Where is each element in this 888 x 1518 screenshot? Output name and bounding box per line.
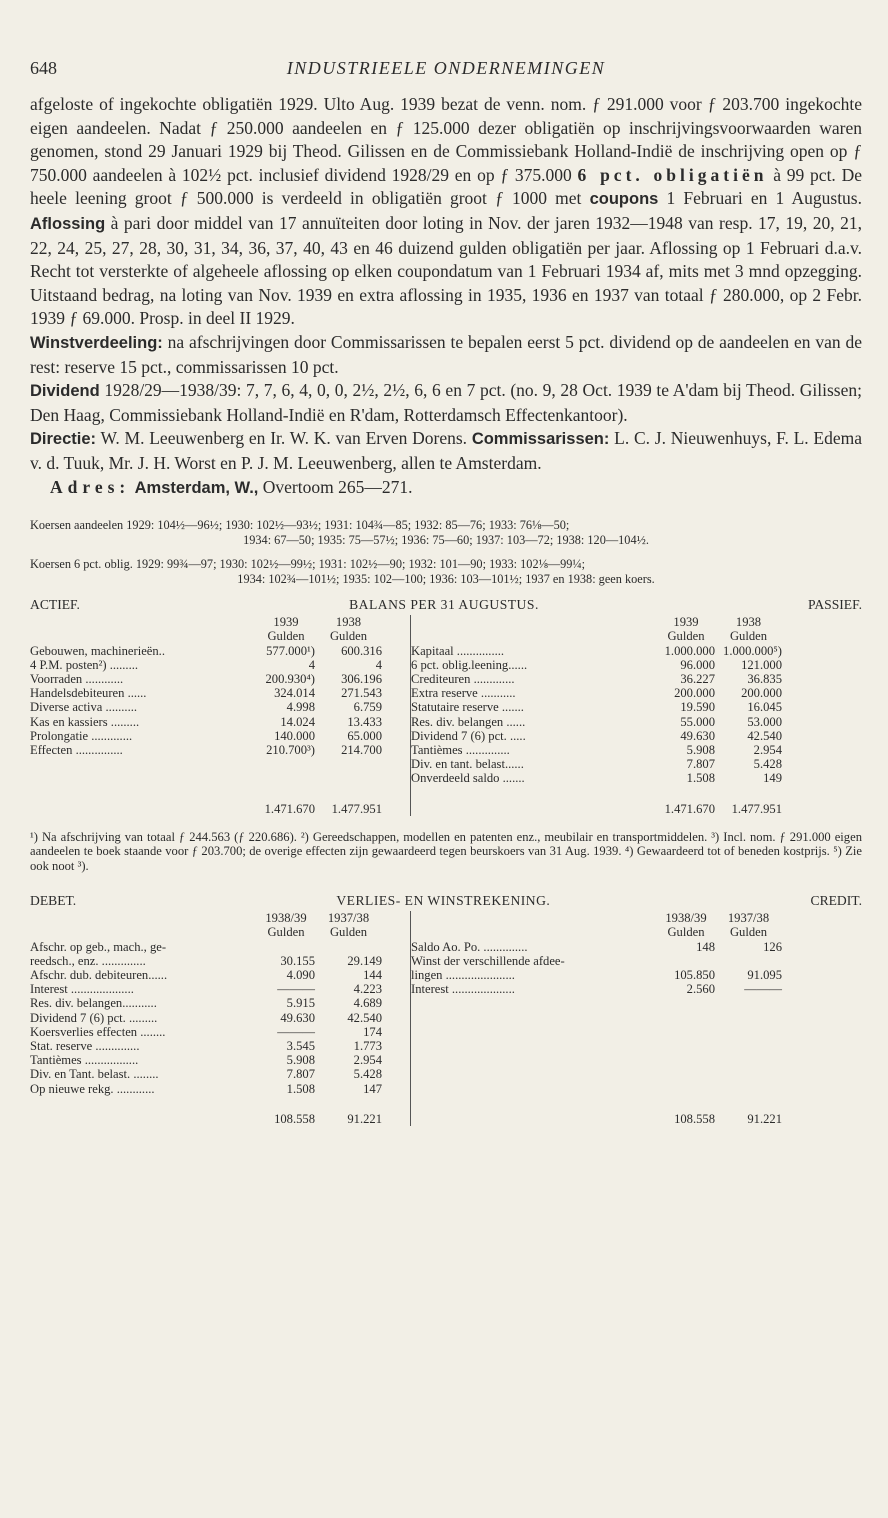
row-value: 324.014 (274, 686, 315, 701)
paragraph-winstverdeeling: Winstverdeeling: na afschrijvingen door Commissarissen te bepalen eerst 5 pct. dividend op de aandeelen en van de rest: reserve 15 pct., commissarissen 10 pct. (30, 331, 862, 377)
row-value: 1.508 (686, 771, 715, 786)
row-label: Kas en kassiers ......... (30, 714, 140, 729)
blank-cell (30, 1096, 257, 1126)
row-value: 5.428 (753, 757, 782, 772)
blank-cell (411, 629, 658, 643)
row-value: 144 (363, 968, 382, 983)
column-header: Gulden (267, 925, 305, 940)
pl-title-row: DEBET. VERLIES- EN WINSTREKENING. CREDIT. (30, 893, 862, 909)
row-label: Interest .................... (411, 982, 658, 996)
blank-cell (382, 940, 411, 954)
table-row (30, 700, 782, 714)
blank-cell (382, 1025, 411, 1039)
column-header: 1938/39 (665, 911, 707, 926)
column-header: Gulden (729, 629, 768, 644)
row-value: 121.000 (741, 657, 782, 672)
row-value: 7.807 (286, 1067, 315, 1082)
total-value: 1.471.670 (264, 801, 315, 816)
blank-cell (382, 715, 411, 729)
row-label: Res. div. belangen ...... (411, 715, 658, 729)
total-value: 91.221 (347, 1111, 382, 1126)
row-label: Winst der verschillende afdee- (411, 954, 658, 968)
column-header: Gulden (729, 925, 768, 940)
row-value: 200.000 (674, 686, 715, 701)
blank-cell (382, 1067, 411, 1081)
row-value (715, 1039, 782, 1053)
row-label: Extra reserve ........... (411, 686, 658, 700)
row-value (657, 1025, 715, 1039)
row-value: 4 (375, 657, 382, 672)
blank-cell (382, 644, 411, 658)
row-value: 29.149 (347, 953, 382, 968)
row-value (715, 1011, 782, 1025)
blank-cell (30, 786, 257, 816)
blank-cell (382, 1039, 411, 1053)
row-value: 200.930⁴) (265, 671, 315, 686)
blank-cell (411, 911, 658, 925)
blank-cell (382, 686, 411, 700)
price-history (30, 518, 862, 587)
total-value: 108.558 (274, 1111, 315, 1126)
row-label: Afschr. op geb., mach., ge- (30, 939, 167, 954)
row-value: 1.773 (353, 1039, 382, 1054)
blank-cell (382, 996, 411, 1010)
row-value (715, 954, 782, 968)
row-label: Crediteuren ............. (411, 672, 658, 686)
row-value: 42.540 (347, 1010, 382, 1025)
table-row (30, 1082, 782, 1096)
blank-cell (382, 743, 411, 757)
table-row (30, 996, 782, 1010)
blank-cell (382, 786, 411, 816)
blank-cell (382, 700, 411, 714)
row-label: Div. en Tant. belast. ........ (30, 1067, 159, 1082)
row-value: 5.908 (686, 742, 715, 757)
paragraph-dividend: Dividend 1928/29—1938/39: 7, 7, 6, 4, 0, 0, 2½, 2½, 6, 6 en 7 pct. (no. 9, 28 Oct. 1939 te A'dam bij Theod. Gilissen; Den Haag, Commissiebank Holland-Indië en R'dam, Rotterdamsch Effectenkantoor). (30, 380, 862, 425)
row-value: 91.095 (747, 968, 782, 983)
row-value: 126 (763, 939, 782, 954)
column-header: Gulden (329, 925, 368, 940)
row-label: lingen ...................... (411, 968, 658, 982)
column-header: Gulden (667, 925, 705, 940)
row-label: Diverse activa .......... (30, 700, 138, 715)
row-value (715, 1082, 782, 1096)
row-value: 53.000 (747, 714, 782, 729)
row-value: 5.915 (286, 996, 315, 1011)
row-label: 6 pct. oblig.leening...... (411, 658, 658, 672)
row-value: ——— (744, 982, 782, 997)
paragraph-directie: Directie: W. M. Leeuwenberg en Ir. W. K. van Erven Dorens. Commissarissen: L. C. J. Nieuwenhuys, F. L. Edema v. d. Tuuk, Mr. J. H. Worst en P. J. M. Leeuwenberg, allen te Amsterdam. (30, 428, 862, 473)
column-header: 1939 (673, 615, 699, 630)
blank-cell (382, 911, 411, 925)
row-label: Handelsdebiteuren ...... (30, 686, 147, 701)
row-value (715, 1053, 782, 1067)
blank-cell (30, 615, 257, 629)
row-value (257, 940, 315, 954)
blank-cell (382, 729, 411, 743)
table-row (30, 1039, 782, 1053)
company-description (30, 93, 862, 500)
profit-loss-statement (30, 911, 782, 1126)
running-title: INDUSTRIEELE ONDERNEMINGEN (286, 58, 606, 78)
row-label (411, 1067, 658, 1081)
blank-cell (382, 954, 411, 968)
blank-cell (382, 1011, 411, 1025)
table-row (30, 658, 782, 672)
page (30, 58, 862, 1126)
table-row (30, 968, 782, 982)
row-value (715, 1067, 782, 1081)
blank-cell (382, 925, 411, 939)
row-value: 13.433 (347, 714, 382, 729)
row-label: Gebouwen, machinerieën.. (30, 643, 165, 658)
total-row (30, 786, 782, 816)
row-label: Koersverlies effecten ........ (30, 1024, 166, 1039)
total-value: 1.471.670 (664, 801, 715, 816)
row-label: Res. div. belangen........... (30, 996, 157, 1011)
table-row (30, 672, 782, 686)
row-value: 2.560 (686, 982, 715, 997)
row-label: Interest .................... (30, 982, 134, 997)
row-value (315, 757, 382, 771)
row-label (30, 757, 257, 771)
table-row (30, 757, 782, 771)
blank-cell (382, 1082, 411, 1096)
row-label (411, 996, 658, 1010)
row-value (657, 1053, 715, 1067)
row-value: 200.000 (741, 686, 782, 701)
table-row (30, 1011, 782, 1025)
table-row (30, 686, 782, 700)
row-label: 4 P.M. posten²) ......... (30, 657, 139, 672)
row-label (411, 1053, 658, 1067)
row-label: Kapitaal ............... (411, 644, 658, 658)
column-header: 1938 (735, 615, 762, 630)
blank-cell (411, 925, 658, 939)
row-value: 36.227 (680, 671, 715, 686)
column-header: 1939 (273, 615, 299, 630)
row-label: Op nieuwe rekg. ............ (30, 1081, 155, 1096)
koersen-obligaties: Koersen 6 pct. oblig. 1929: 99¾—97; 1930: 102½—99½; 1931: 102½—90; 1932: 101—90; 1933: 102⅛—99¼; 1934: 102¾—101½; 1935: 102—100; 1936: 103—101½; 1937 en 1938: geen koers. (30, 557, 655, 587)
total-row (30, 1096, 782, 1126)
row-value: 36.835 (747, 671, 782, 686)
row-value (315, 940, 382, 954)
paragraph-loan: afgeloste of ingekochte obligatiën 1929. Ulto Aug. 1939 bezat de venn. nom. ƒ 291.000 voor ƒ 203.700 ingekochte eigen aandeelen. Nadat ƒ 250.000 aandeelen en ƒ 125.000 dezer obligatiën op inschrijvingsvoorwaarden waren genomen, stond 29 Januari 1929 bij Theod. Gilissen en de Commissiebank Holland-Indië de inschrijving open op ƒ 750.000 aandeelen à 102½ pct. inclusief dividend 1928/29 en op ƒ 375.000 6 pct. obligatiën à 99 pct. De heele leening groot ƒ 500.000 is verdeeld in obligatiën groot ƒ 1000 met coupons 1 Februari en 1 Augustus. Aflossing à pari door middel van 17 annuïteiten door loting in Nov. der jaren 1932—1948 van resp. 17, 19, 20, 21, 22, 24, 25, 27, 28, 30, 31, 34, 36, 37, 40, 43 en 46 duizend gulden obligatiën per jaar. Aflossing op 1 Februari d.a.v. Recht tot versterkte of algeheele aflossing op elken coupondatum van 1 Februari 1934 af, mits met 3 mnd opzegging. Uitstaand bedrag, na loting van Nov. 1939 en extra aflossing in 1935, 1936 en 1937 van totaal ƒ 280.000, op 2 Febr. 1939 ƒ 69.000. Prosp. in deel II 1929. (30, 94, 862, 329)
row-value (657, 954, 715, 968)
row-value: 5.908 (286, 1053, 315, 1068)
row-label: Tantièmes ................. (30, 1053, 139, 1068)
table-row (30, 1067, 782, 1081)
coupons-term: coupons (589, 190, 659, 209)
row-value (657, 996, 715, 1010)
row-value: 4.998 (286, 700, 315, 715)
row-value (315, 771, 382, 785)
table-row (30, 644, 782, 658)
row-value (657, 1082, 715, 1096)
row-value: 55.000 (680, 714, 715, 729)
column-header: Gulden (667, 629, 705, 644)
balance-notes: ¹) Na afschrijving van totaal ƒ 244.563 (ƒ 220.686). ²) Gereedschappen, modellen en patenten enz., meubilair en transportmiddelen. ³) Incl. nom. ƒ 291.000 eigen aandeelen te boek staande voor ƒ 203.700; de overige effecten zijn gewaardeerd tegen beurskoers van 31 Aug. 1939. ⁴) Gewaardeerd tot of beneden kostprijs. ⁵) Zie ook noot ³). (30, 829, 862, 873)
row-value: 14.024 (280, 714, 315, 729)
row-value: 4.223 (353, 982, 382, 997)
table-row (30, 940, 782, 954)
row-label: reedsch., enz. .............. (30, 953, 146, 968)
row-value: 147 (363, 1081, 382, 1096)
row-value: 3.545 (286, 1039, 315, 1054)
row-value: 210.700³) (266, 742, 315, 757)
table-row (30, 729, 782, 743)
table-row (30, 1025, 782, 1039)
table-row (30, 982, 782, 996)
balance-sheet (30, 615, 782, 816)
blank-cell (411, 1096, 658, 1126)
row-value: 19.590 (680, 700, 715, 715)
row-value: 306.196 (341, 671, 382, 686)
row-label: Onverdeeld saldo ....... (411, 771, 658, 785)
blank-cell (382, 968, 411, 982)
row-value: 271.543 (341, 686, 382, 701)
table-row (30, 954, 782, 968)
row-value: 1.508 (286, 1081, 315, 1096)
blank-cell (382, 672, 411, 686)
row-value: 4.090 (286, 968, 315, 983)
blank-cell (382, 1096, 411, 1126)
row-label (411, 1011, 658, 1025)
balance-title-row: ACTIEF. BALANS PER 31 AUGUSTUS. PASSIEF. (30, 597, 862, 613)
blank-cell (30, 911, 257, 925)
blank-cell (382, 658, 411, 672)
row-value: 4 (308, 657, 315, 672)
row-value: 149 (763, 771, 782, 786)
blank-cell (30, 629, 257, 643)
column-header: 1937/38 (327, 911, 370, 926)
column-header-row (30, 925, 782, 939)
row-label: Stat. reserve .............. (30, 1039, 140, 1054)
koersen-aandeelen: Koersen aandeelen 1929: 104½—96½; 1930: 102½—93½; 1931: 104¾—85; 1932: 85—76; 1933: 76⅛—50; 1934: 67—50; 1935: 75—57½; 1936: 75—60; 1937: 103—72; 1938: 120—104½. (30, 518, 649, 548)
row-value (257, 757, 315, 771)
row-value (257, 771, 315, 785)
aflossing-term: Aflossing (30, 214, 106, 233)
row-value: 4.689 (353, 996, 382, 1011)
row-value: 30.155 (280, 953, 315, 968)
row-label (411, 1082, 658, 1096)
row-value: 105.850 (674, 968, 715, 983)
total-value: 108.558 (674, 1111, 715, 1126)
row-label (411, 1025, 658, 1039)
row-label (411, 1039, 658, 1053)
page-header: 648 INDUSTRIEELE ONDERNEMINGEN (30, 58, 862, 79)
row-value: 7.807 (686, 757, 715, 772)
row-value (715, 996, 782, 1010)
blank-cell (382, 615, 411, 629)
blank-cell (382, 982, 411, 996)
row-value: 96.000 (680, 657, 715, 672)
row-value: ——— (277, 982, 315, 997)
row-label: Dividend 7 (6) pct. ......... (30, 1010, 158, 1025)
row-value (657, 1039, 715, 1053)
row-value (657, 1011, 715, 1025)
spaced-term: 6 pct. obligatiën (577, 164, 768, 185)
row-label: Effecten ............... (30, 742, 123, 757)
table-row (30, 1053, 782, 1067)
row-value (715, 1025, 782, 1039)
row-value: 2.954 (753, 742, 782, 757)
row-label: Prolongatie ............. (30, 728, 133, 743)
column-header: 1937/38 (727, 911, 770, 926)
total-value: 91.221 (747, 1111, 782, 1126)
row-value: 1.000.000 (664, 643, 715, 658)
table-row (30, 743, 782, 757)
row-value: 42.540 (747, 728, 782, 743)
row-value: 148 (696, 939, 715, 954)
row-value: 600.316 (341, 643, 382, 658)
total-value: 1.477.951 (331, 801, 382, 816)
blank-cell (382, 629, 411, 643)
row-label: Tantièmes .............. (411, 743, 658, 757)
row-value: 49.630 (280, 1010, 315, 1025)
column-header-row (30, 615, 782, 629)
blank-cell (411, 786, 658, 816)
row-value: 16.045 (747, 700, 782, 715)
row-value: ——— (277, 1024, 315, 1039)
blank-cell (30, 925, 257, 939)
total-value: 1.477.951 (731, 801, 782, 816)
row-label (30, 771, 257, 785)
row-label: Statutaire reserve ....... (411, 700, 658, 714)
row-label: Div. en tant. belast...... (411, 757, 658, 771)
column-header: Gulden (329, 629, 368, 644)
row-label: Afschr. dub. debiteuren...... (30, 968, 168, 983)
row-value: 577.000¹) (266, 643, 315, 658)
row-label: Voorraden ............ (30, 671, 124, 686)
blank-cell (411, 615, 658, 629)
table-row (30, 715, 782, 729)
blank-cell (382, 771, 411, 785)
column-header: 1938/39 (265, 911, 307, 926)
row-value: 214.700 (341, 742, 382, 757)
table-row (30, 771, 782, 785)
paragraph-adres: Adres: Amsterdam, W., Overtoom 265—271. (50, 476, 413, 497)
row-value (657, 1067, 715, 1081)
row-label: Saldo Ao. Po. .............. (411, 940, 658, 954)
row-value: 6.759 (353, 700, 382, 715)
row-value: 49.630 (680, 728, 715, 743)
column-header: Gulden (267, 629, 305, 644)
column-header-row (30, 911, 782, 925)
row-label: Dividend 7 (6) pct. ..... (411, 729, 658, 743)
row-value: 5.428 (353, 1067, 382, 1082)
row-value: 140.000 (274, 728, 315, 743)
row-value: 2.954 (353, 1053, 382, 1068)
column-header-row (30, 629, 782, 643)
row-value: 174 (363, 1024, 382, 1039)
blank-cell (382, 1053, 411, 1067)
row-value: 1.000.000⁵) (723, 643, 782, 658)
row-value: 65.000 (347, 728, 382, 743)
blank-cell (382, 757, 411, 771)
column-header: 1938 (335, 615, 362, 630)
